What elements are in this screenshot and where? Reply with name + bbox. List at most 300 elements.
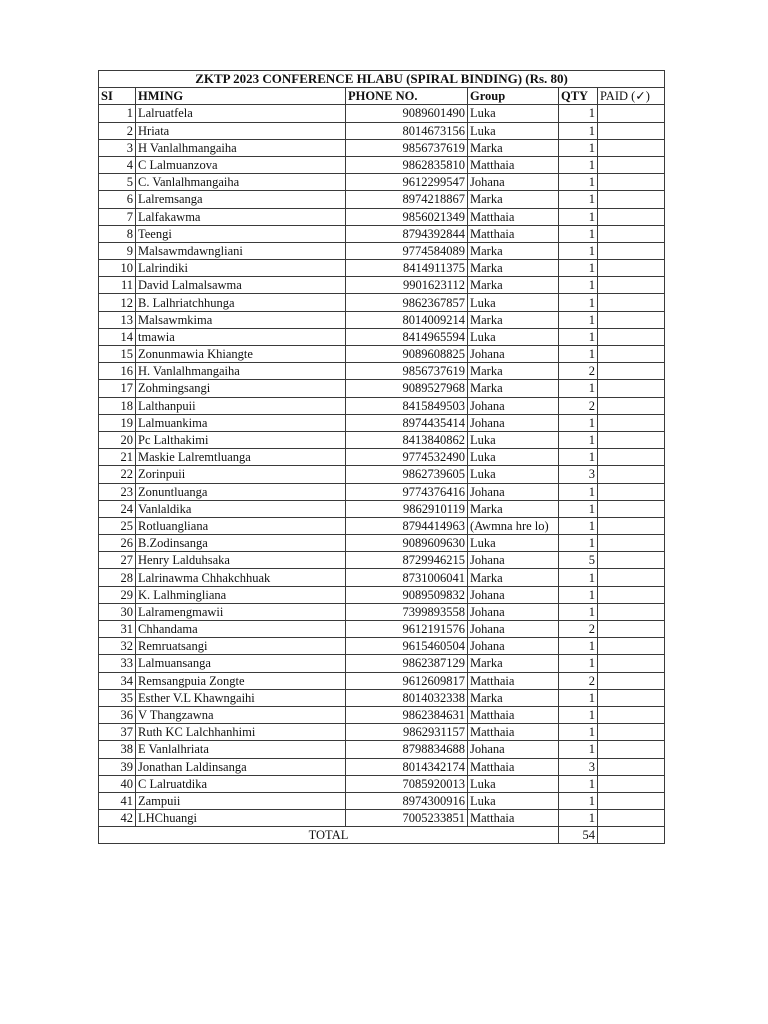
table-row — [99, 380, 665, 397]
cell-group: Johana — [468, 552, 559, 569]
cell-name: Lalrinawma Chhakchhuak — [136, 569, 346, 586]
cell-name: Malsawmdawngliani — [136, 242, 346, 259]
table-row — [99, 775, 665, 792]
table-row — [99, 466, 665, 483]
cell-qty: 1 — [559, 139, 598, 156]
cell-phone: 9774584089 — [346, 242, 468, 259]
cell-qty: 1 — [559, 414, 598, 431]
cell-group: Johana — [468, 346, 559, 363]
table-row — [99, 603, 665, 620]
table-row — [99, 346, 665, 363]
cell-phone: 7005233851 — [346, 810, 468, 827]
table-row — [99, 208, 665, 225]
cell-phone: 9612609817 — [346, 672, 468, 689]
cell-phone: 9862739605 — [346, 466, 468, 483]
cell-paid — [598, 500, 665, 517]
cell-group: Marka — [468, 242, 559, 259]
cell-phone: 9862835810 — [346, 156, 468, 173]
cell-name: David Lalmalsawma — [136, 277, 346, 294]
cell-name: LHChuangi — [136, 810, 346, 827]
cell-sl: 5 — [99, 174, 136, 191]
cell-group: Luka — [468, 449, 559, 466]
cell-paid — [598, 328, 665, 345]
cell-paid — [598, 466, 665, 483]
cell-qty: 1 — [559, 174, 598, 191]
cell-phone: 9089601490 — [346, 105, 468, 122]
cell-qty: 1 — [559, 225, 598, 242]
table-title: ZKTP 2023 CONFERENCE HLABU (SPIRAL BINDING) (Rs. 80) — [99, 71, 665, 88]
cell-sl: 30 — [99, 603, 136, 620]
cell-qty: 1 — [559, 792, 598, 809]
cell-sl: 35 — [99, 689, 136, 706]
cell-name: Teengi — [136, 225, 346, 242]
cell-group: Marka — [468, 500, 559, 517]
cell-phone: 8414911375 — [346, 260, 468, 277]
cell-name: Lalfakawma — [136, 208, 346, 225]
cell-phone: 9089608825 — [346, 346, 468, 363]
cell-name: Esther V.L Khawngaihi — [136, 689, 346, 706]
cell-name: C. Vanlalhmangaiha — [136, 174, 346, 191]
cell-phone: 8974300916 — [346, 792, 468, 809]
cell-phone: 9612191576 — [346, 621, 468, 638]
table-row — [99, 569, 665, 586]
cell-qty: 1 — [559, 535, 598, 552]
cell-phone: 9089527968 — [346, 380, 468, 397]
cell-group: Marka — [468, 191, 559, 208]
cell-phone: 8798834688 — [346, 741, 468, 758]
cell-qty: 3 — [559, 758, 598, 775]
table-row — [99, 156, 665, 173]
cell-name: Jonathan Laldinsanga — [136, 758, 346, 775]
table-row — [99, 122, 665, 139]
cell-name: C Lalmuanzova — [136, 156, 346, 173]
cell-qty: 2 — [559, 672, 598, 689]
cell-name: Lalrindiki — [136, 260, 346, 277]
cell-phone: 8729946215 — [346, 552, 468, 569]
cell-name: C Lalruatdika — [136, 775, 346, 792]
cell-paid — [598, 449, 665, 466]
cell-paid — [598, 431, 665, 448]
cell-paid — [598, 758, 665, 775]
cell-paid — [598, 621, 665, 638]
cell-sl: 23 — [99, 483, 136, 500]
cell-paid — [598, 569, 665, 586]
cell-name: Malsawmkima — [136, 311, 346, 328]
cell-sl: 33 — [99, 655, 136, 672]
cell-group: Matthaia — [468, 724, 559, 741]
cell-qty: 1 — [559, 105, 598, 122]
cell-qty: 1 — [559, 706, 598, 723]
cell-sl: 37 — [99, 724, 136, 741]
cell-phone: 9856737619 — [346, 139, 468, 156]
cell-paid — [598, 363, 665, 380]
cell-group: Johana — [468, 174, 559, 191]
cell-sl: 1 — [99, 105, 136, 122]
table-row — [99, 242, 665, 259]
table-row — [99, 792, 665, 809]
cell-paid — [598, 414, 665, 431]
cell-name: H. Vanlalhmangaiha — [136, 363, 346, 380]
cell-sl: 42 — [99, 810, 136, 827]
cell-sl: 17 — [99, 380, 136, 397]
header-paid: PAID (✓) — [598, 88, 665, 105]
cell-qty: 3 — [559, 466, 598, 483]
cell-paid — [598, 483, 665, 500]
table-row — [99, 191, 665, 208]
cell-phone: 9862367857 — [346, 294, 468, 311]
cell-name: Henry Lalduhsaka — [136, 552, 346, 569]
cell-group: Matthaia — [468, 706, 559, 723]
table-body — [99, 105, 665, 827]
table-row — [99, 706, 665, 723]
cell-paid — [598, 638, 665, 655]
cell-group: Luka — [468, 294, 559, 311]
cell-sl: 36 — [99, 706, 136, 723]
cell-paid — [598, 706, 665, 723]
table-row — [99, 672, 665, 689]
cell-qty: 1 — [559, 569, 598, 586]
cell-qty: 1 — [559, 500, 598, 517]
cell-sl: 15 — [99, 346, 136, 363]
table-row — [99, 225, 665, 242]
cell-name: Lalruatfela — [136, 105, 346, 122]
cell-sl: 11 — [99, 277, 136, 294]
cell-name: E Vanlalhriata — [136, 741, 346, 758]
cell-qty: 1 — [559, 328, 598, 345]
cell-qty: 1 — [559, 775, 598, 792]
table-row — [99, 552, 665, 569]
table-row — [99, 517, 665, 534]
cell-group: Johana — [468, 483, 559, 500]
cell-name: Lalmuankima — [136, 414, 346, 431]
total-row — [99, 827, 665, 844]
cell-name: K. Lalhmingliana — [136, 586, 346, 603]
cell-group: Matthaia — [468, 758, 559, 775]
total-label: TOTAL — [99, 827, 559, 844]
cell-phone: 9774532490 — [346, 449, 468, 466]
cell-paid — [598, 242, 665, 259]
cell-group: Johana — [468, 638, 559, 655]
cell-name: Zampuii — [136, 792, 346, 809]
table-row — [99, 311, 665, 328]
table-row — [99, 260, 665, 277]
cell-sl: 2 — [99, 122, 136, 139]
cell-paid — [598, 260, 665, 277]
cell-name: Lalthanpuii — [136, 397, 346, 414]
cell-paid — [598, 603, 665, 620]
cell-sl: 41 — [99, 792, 136, 809]
cell-phone: 8794392844 — [346, 225, 468, 242]
cell-qty: 1 — [559, 689, 598, 706]
cell-qty: 1 — [559, 380, 598, 397]
cell-name: Zonunmawia Khiangte — [136, 346, 346, 363]
cell-paid — [598, 535, 665, 552]
cell-paid — [598, 174, 665, 191]
header-qty: QTY — [559, 88, 598, 105]
cell-group: Luka — [468, 775, 559, 792]
cell-paid — [598, 741, 665, 758]
table-row — [99, 741, 665, 758]
cell-sl: 21 — [99, 449, 136, 466]
table-row — [99, 535, 665, 552]
cell-group: Luka — [468, 535, 559, 552]
table-row — [99, 621, 665, 638]
cell-phone: 9612299547 — [346, 174, 468, 191]
cell-group: Marka — [468, 311, 559, 328]
cell-group: Johana — [468, 586, 559, 603]
cell-sl: 9 — [99, 242, 136, 259]
cell-name: B. Lalhriatchhunga — [136, 294, 346, 311]
cell-group: Johana — [468, 621, 559, 638]
cell-phone: 8413840862 — [346, 431, 468, 448]
cell-paid — [598, 792, 665, 809]
table-row — [99, 277, 665, 294]
cell-sl: 3 — [99, 139, 136, 156]
cell-sl: 20 — [99, 431, 136, 448]
cell-group: Matthaia — [468, 810, 559, 827]
cell-qty: 1 — [559, 294, 598, 311]
cell-sl: 14 — [99, 328, 136, 345]
cell-paid — [598, 397, 665, 414]
cell-qty: 5 — [559, 552, 598, 569]
table-row — [99, 431, 665, 448]
cell-sl: 22 — [99, 466, 136, 483]
cell-phone: 9901623112 — [346, 277, 468, 294]
table-row — [99, 724, 665, 741]
cell-sl: 39 — [99, 758, 136, 775]
cell-phone: 8014009214 — [346, 311, 468, 328]
cell-phone: 8974218867 — [346, 191, 468, 208]
cell-paid — [598, 724, 665, 741]
cell-group: Marka — [468, 260, 559, 277]
cell-qty: 1 — [559, 242, 598, 259]
cell-name: B.Zodinsanga — [136, 535, 346, 552]
cell-group: Marka — [468, 655, 559, 672]
cell-group: Johana — [468, 603, 559, 620]
cell-qty: 1 — [559, 260, 598, 277]
cell-paid — [598, 105, 665, 122]
header-sl: SI — [99, 88, 136, 105]
table-row — [99, 689, 665, 706]
cell-qty: 1 — [559, 191, 598, 208]
cell-sl: 16 — [99, 363, 136, 380]
table-row — [99, 105, 665, 122]
header-row — [99, 88, 665, 105]
cell-phone: 8014673156 — [346, 122, 468, 139]
cell-sl: 40 — [99, 775, 136, 792]
cell-name: H Vanlalhmangaiha — [136, 139, 346, 156]
cell-sl: 7 — [99, 208, 136, 225]
cell-sl: 6 — [99, 191, 136, 208]
cell-sl: 34 — [99, 672, 136, 689]
cell-phone: 9089509832 — [346, 586, 468, 603]
table-row — [99, 638, 665, 655]
cell-name: Pc Lalthakimi — [136, 431, 346, 448]
cell-sl: 19 — [99, 414, 136, 431]
cell-sl: 13 — [99, 311, 136, 328]
cell-qty: 1 — [559, 655, 598, 672]
cell-paid — [598, 277, 665, 294]
cell-phone: 7085920013 — [346, 775, 468, 792]
cell-paid — [598, 517, 665, 534]
cell-name: Maskie Lalremtluanga — [136, 449, 346, 466]
cell-phone: 9774376416 — [346, 483, 468, 500]
cell-sl: 26 — [99, 535, 136, 552]
cell-sl: 4 — [99, 156, 136, 173]
cell-group: Luka — [468, 328, 559, 345]
registration-table — [98, 70, 665, 844]
cell-phone: 9862387129 — [346, 655, 468, 672]
cell-group: Marka — [468, 380, 559, 397]
cell-sl: 28 — [99, 569, 136, 586]
table-row — [99, 328, 665, 345]
cell-name: Zohmingsangi — [136, 380, 346, 397]
cell-phone: 8731006041 — [346, 569, 468, 586]
cell-paid — [598, 294, 665, 311]
table-row — [99, 363, 665, 380]
cell-group: Johana — [468, 414, 559, 431]
cell-qty: 1 — [559, 517, 598, 534]
cell-paid — [598, 191, 665, 208]
cell-qty: 1 — [559, 483, 598, 500]
cell-name: Lalmuansanga — [136, 655, 346, 672]
cell-name: Lalremsanga — [136, 191, 346, 208]
cell-paid — [598, 380, 665, 397]
total-qty: 54 — [559, 827, 598, 844]
title-row — [99, 71, 665, 88]
cell-group: Johana — [468, 397, 559, 414]
cell-qty: 1 — [559, 741, 598, 758]
cell-phone: 8794414963 — [346, 517, 468, 534]
header-phone: PHONE NO. — [346, 88, 468, 105]
cell-paid — [598, 655, 665, 672]
cell-group: Matthaia — [468, 156, 559, 173]
cell-qty: 1 — [559, 431, 598, 448]
cell-group: Luka — [468, 466, 559, 483]
cell-phone: 9856737619 — [346, 363, 468, 380]
cell-sl: 27 — [99, 552, 136, 569]
cell-name: Hriata — [136, 122, 346, 139]
table-row — [99, 810, 665, 827]
cell-qty: 2 — [559, 363, 598, 380]
cell-phone: 9615460504 — [346, 638, 468, 655]
cell-qty: 1 — [559, 603, 598, 620]
cell-sl: 8 — [99, 225, 136, 242]
cell-qty: 1 — [559, 311, 598, 328]
cell-phone: 8014342174 — [346, 758, 468, 775]
cell-qty: 1 — [559, 346, 598, 363]
cell-paid — [598, 122, 665, 139]
cell-name: Zorinpuii — [136, 466, 346, 483]
cell-name: Vanlaldika — [136, 500, 346, 517]
table-row — [99, 586, 665, 603]
table-row — [99, 294, 665, 311]
cell-group: Marka — [468, 277, 559, 294]
cell-group: Johana — [468, 741, 559, 758]
table-row — [99, 174, 665, 191]
table-row — [99, 414, 665, 431]
cell-qty: 1 — [559, 724, 598, 741]
cell-qty: 1 — [559, 277, 598, 294]
cell-name: Remruatsangi — [136, 638, 346, 655]
table-row — [99, 397, 665, 414]
cell-group: Matthaia — [468, 672, 559, 689]
cell-paid — [598, 311, 665, 328]
cell-paid — [598, 208, 665, 225]
cell-phone: 9862384631 — [346, 706, 468, 723]
cell-name: Ruth KC Lalchhanhimi — [136, 724, 346, 741]
cell-qty: 1 — [559, 586, 598, 603]
cell-name: V Thangzawna — [136, 706, 346, 723]
cell-group: Marka — [468, 689, 559, 706]
cell-name: Chhandama — [136, 621, 346, 638]
table-row — [99, 500, 665, 517]
header-group: Group — [468, 88, 559, 105]
cell-name: Zonuntluanga — [136, 483, 346, 500]
cell-group: Matthaia — [468, 225, 559, 242]
cell-phone: 8414965594 — [346, 328, 468, 345]
cell-qty: 2 — [559, 397, 598, 414]
cell-paid — [598, 689, 665, 706]
cell-sl: 25 — [99, 517, 136, 534]
cell-name: Lalramengmawii — [136, 603, 346, 620]
cell-group: Luka — [468, 105, 559, 122]
cell-paid — [598, 139, 665, 156]
cell-sl: 29 — [99, 586, 136, 603]
cell-sl: 12 — [99, 294, 136, 311]
cell-phone: 7399893558 — [346, 603, 468, 620]
cell-paid — [598, 810, 665, 827]
cell-paid — [598, 586, 665, 603]
cell-phone: 9862910119 — [346, 500, 468, 517]
cell-group: Matthaia — [468, 208, 559, 225]
table-row — [99, 483, 665, 500]
cell-paid — [598, 775, 665, 792]
cell-paid — [598, 225, 665, 242]
cell-group: Luka — [468, 792, 559, 809]
cell-sl: 18 — [99, 397, 136, 414]
cell-sl: 32 — [99, 638, 136, 655]
table-row — [99, 758, 665, 775]
cell-qty: 2 — [559, 621, 598, 638]
cell-phone: 9089609630 — [346, 535, 468, 552]
cell-phone: 8415849503 — [346, 397, 468, 414]
cell-name: tmawia — [136, 328, 346, 345]
cell-paid — [598, 346, 665, 363]
cell-paid — [598, 156, 665, 173]
cell-qty: 1 — [559, 156, 598, 173]
cell-group: (Awmna hre lo) — [468, 517, 559, 534]
total-paid-cell — [598, 827, 665, 844]
cell-paid — [598, 552, 665, 569]
cell-sl: 10 — [99, 260, 136, 277]
cell-paid — [598, 672, 665, 689]
cell-group: Marka — [468, 363, 559, 380]
cell-qty: 1 — [559, 208, 598, 225]
cell-name: Remsangpuia Zongte — [136, 672, 346, 689]
cell-group: Luka — [468, 122, 559, 139]
header-name: HMING — [136, 88, 346, 105]
cell-sl: 31 — [99, 621, 136, 638]
cell-qty: 1 — [559, 810, 598, 827]
cell-group: Marka — [468, 569, 559, 586]
table-row — [99, 449, 665, 466]
cell-phone: 9862931157 — [346, 724, 468, 741]
cell-phone: 9856021349 — [346, 208, 468, 225]
cell-sl: 24 — [99, 500, 136, 517]
cell-qty: 1 — [559, 449, 598, 466]
table-row — [99, 139, 665, 156]
